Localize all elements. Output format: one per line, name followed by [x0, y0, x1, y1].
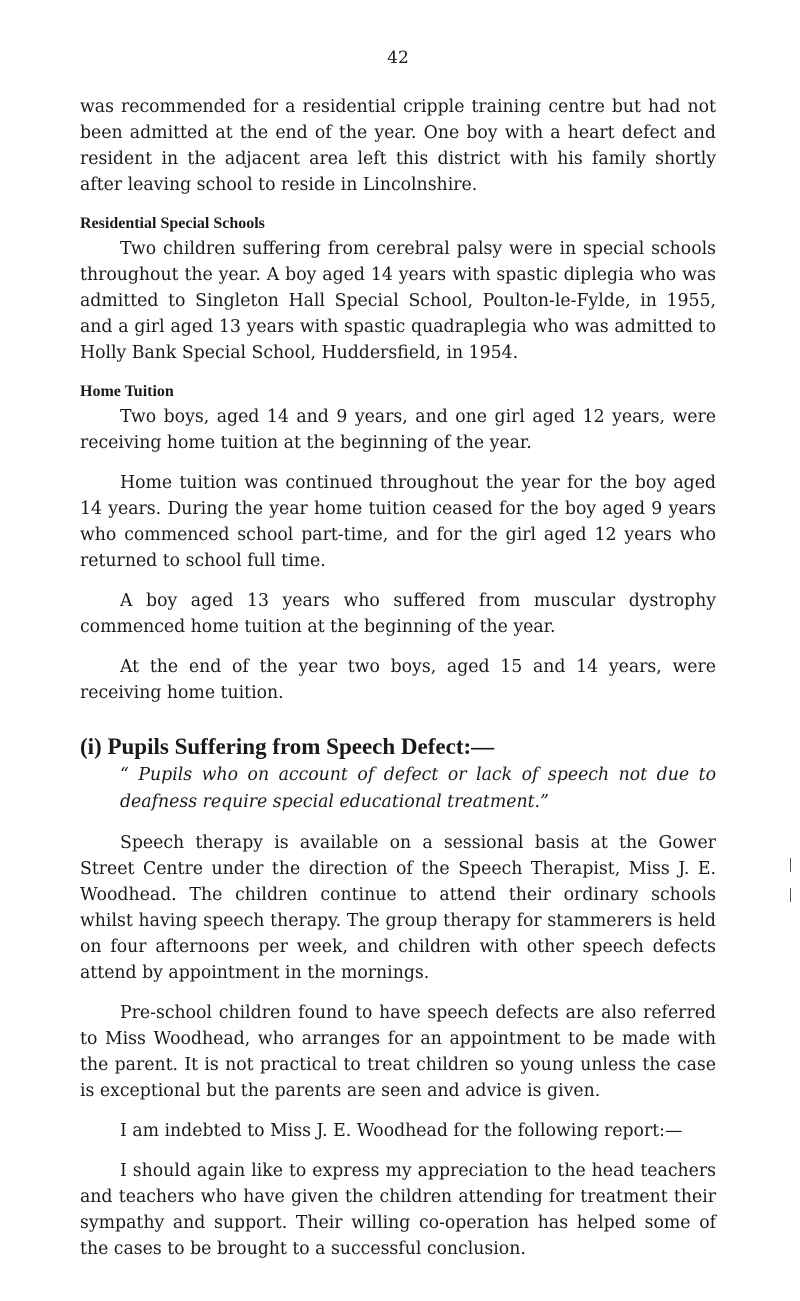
home-tuition-paragraph-1: Two boys, aged 14 and 9 years, and one girl aged 12 years, were receiving home tuition at the beginning of the year.	[80, 407, 716, 453]
intro-paragraph: was recommended for a residential cripple training centre but had not been admitted at the end of the year. One boy with a heart defect and resident in the adjacent area left this district with his family shortly after leaving school to reside in Lincolnshire.	[80, 97, 716, 195]
speech-defect-definition-quote: “ Pupils who on account of defect or lack of speech not due to deafness require special educational treatment.”	[120, 765, 716, 812]
home-tuition-heading: Home Tuition	[80, 383, 174, 400]
speech-defect-section-title: (i) Pupils Suffering from Speech Defect:—	[80, 734, 495, 759]
residential-special-schools-heading: Residential Special Schools	[80, 215, 265, 232]
scan-mark	[790, 888, 791, 902]
home-tuition-paragraph-3: A boy aged 13 years who suffered from muscular dystrophy commenced home tuition at the beginning of the year.	[80, 591, 716, 637]
speech-therapy-paragraph-3: I am indebted to Miss J. E. Woodhead for the following report:—	[120, 1121, 683, 1141]
home-tuition-paragraph-2: Home tuition was continued throughout the year for the boy aged 14 years. During the year home tuition ceased for the boy aged 9 years who commenced school part-time, and for the girl aged 12 years who returned to school full time.	[80, 473, 716, 571]
scan-mark	[790, 858, 791, 872]
residential-special-schools-paragraph: Two children suffering from cerebral palsy were in special schools throughout the year. A boy aged 14 years with spastic diplegia who was admitted to Singleton Hall Special School, Poulton-le-Fylde, in 1955, and a girl aged 13 years with spastic quadraplegia who was admitted to Holly Bank Special School, Huddersfield, in 1954.	[80, 239, 716, 363]
speech-therapy-paragraph-1: Speech therapy is available on a sessional basis at the Gower Street Centre under the direction of the Speech Therapist, Miss J. E. Woodhead. The children continue to attend their ordinary schools whilst having speech therapy. The group therapy for stammerers is held on four afternoons per week, and children with other speech defects attend by appointment in the mornings.	[80, 833, 716, 983]
document-page	[80, 48, 716, 1262]
speech-therapy-paragraph-4: I should again like to express my appreciation to the head teachers and teachers who have given the children attending for treatment their sympathy and support. Their willing co-operation has helped some of the cases to be brought to a successful conclusion.	[80, 1161, 716, 1259]
home-tuition-paragraph-4: At the end of the year two boys, aged 15 and 14 years, were receiving home tuition.	[80, 657, 716, 703]
speech-therapy-paragraph-2: Pre-school children found to have speech defects are also referred to Miss Woodhead, who arranges for an appointment to be made with the parent. It is not practical to treat children so young unless the case is exceptional but the parents are seen and advice is given.	[80, 1003, 716, 1101]
page-number: 42	[387, 48, 409, 68]
